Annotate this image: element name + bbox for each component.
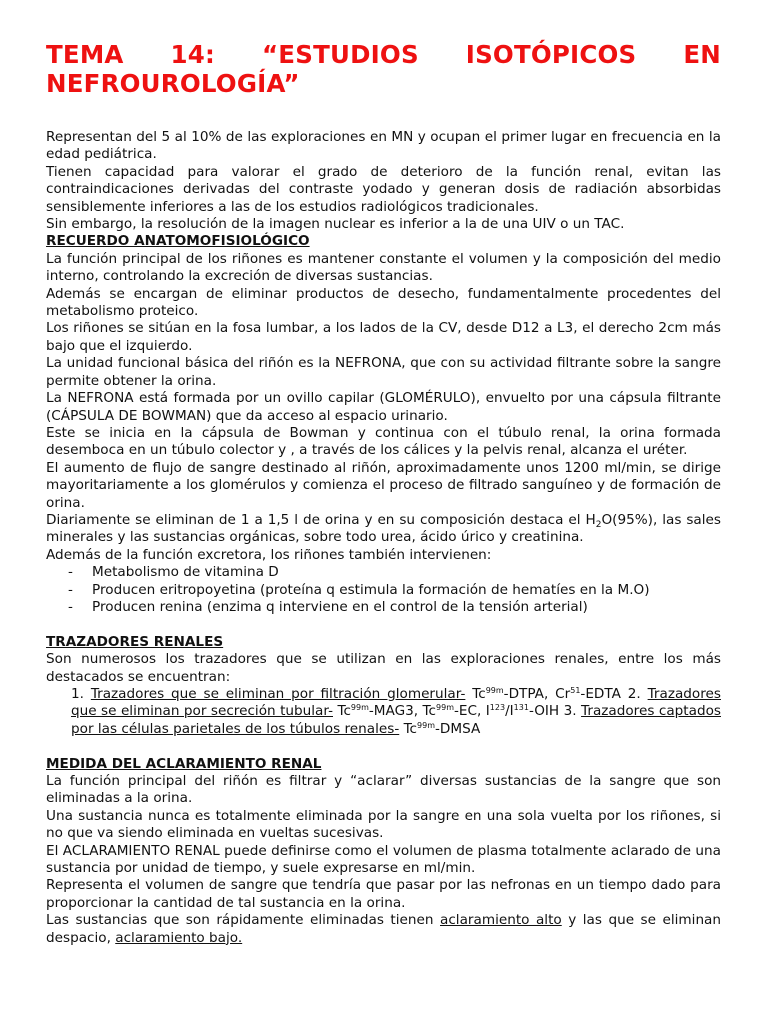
tracer-label-3: Trazadores captados por las células parietales de los túbulos renales- <box>71 703 721 737</box>
tracer-2-superscript: 99m <box>350 703 369 713</box>
intro-paragraph-3: Sin embargo, la resolución de la imagen nuclear es inferior a la de una UIV o un TAC. <box>46 216 625 233</box>
anatomy-paragraph-7: El aumento de flujo de sangre destinado al riñón, aproximadamente unos 1200 ml/min, se dirige mayoritariamente a los glomérulos y comienza el proceso de filtrado sanguíneo y de formación de orina. <box>46 459 721 511</box>
clearance-paragraph-5 <box>46 912 721 947</box>
tracers-numbered-list <box>46 686 721 738</box>
anatomy-paragraph-1: La función principal de los riñones es mantener constante el volumen y la composición del medio interno, controlando la excreción de diversas sustancias. <box>46 250 721 285</box>
list-bullet: - <box>68 581 73 598</box>
tracer-2-part: /I <box>505 703 514 720</box>
clearance-paragraph-2: Una sustancia nunca es totalmente eliminada por la sangre en una sola vuelta por los riñones, si no que va siendo eliminada en vueltas sucesivas. <box>46 807 721 842</box>
tracer-number-3: 3. <box>563 703 577 720</box>
daily-text-before: Diariamente se eliminan de 1 a 1,5 l de orina y en su composición destaca el H <box>46 511 596 528</box>
tracer-2-part: Tc <box>337 703 351 720</box>
list-item <box>68 564 721 581</box>
section-heading-tracers: TRAZADORES RENALES <box>46 633 224 650</box>
anatomy-paragraph-6: Este se inicia en la cápsula de Bowman y continua con el túbulo renal, la orina formada desemboca en un túbulo colector y , a través de los cálices y la pelvis renal, alcanza el uréter. <box>46 424 721 459</box>
document-title: TEMA 14: “ESTUDIOS ISOTÓPICOS EN NEFROUROLOGÍA” <box>46 40 721 98</box>
anatomy-paragraph-4: La unidad funcional básica del riñón es la NEFRONA, que con su actividad filtrante sobre la sangre permite obtener la orina. <box>46 355 721 389</box>
tracer-1-part: -DTPA, Cr <box>503 685 571 702</box>
clearance-text: y las que se eliminan despacio, <box>46 912 722 946</box>
tracer-number-2: 2. <box>627 685 641 702</box>
anatomy-paragraph-3: Los riñones se sitúan en la fosa lumbar, a los lados de la CV, desde D12 a L3, el derecho 2cm más bajo que el izquierdo. <box>46 320 721 354</box>
section-heading-clearance: MEDIDA DEL ACLARAMIENTO RENAL <box>46 755 322 772</box>
anatomy-paragraph-5: La NEFRONA está formada por un ovillo capilar (GLOMÉRULO), envuelto por una cápsula filtrante (CÁPSULA DE BOWMAN) que da acceso al espacio urinario. <box>46 390 721 424</box>
list-item-text: Producen renina (enzima q interviene en el control de la tensión arterial) <box>92 598 588 615</box>
daily-subscript: 2 <box>595 519 602 530</box>
clearance-paragraph-4: Representa el volumen de sangre que tendría que pasar por las nefronas en un tiempo dado para proporcionar la cantidad de tal sustancia en la orina. <box>46 877 721 911</box>
tracer-number-1: 1. <box>71 685 84 702</box>
intro-paragraph-2: Tienen capacidad para valorar el grado de deterioro de la función renal, evitan las contraindicaciones derivadas del contraste yodado y generan dosis de radiación absorbidas sensiblemente inferiores a las de los estudios radiológicos tradicionales. <box>46 163 721 215</box>
list-bullet: - <box>68 598 73 615</box>
daily-text-after: O(95%), las sales minerales y las sustancias orgánicas, sobre todo urea, ácido úrico y creatinina. <box>46 511 721 546</box>
tracer-3-part: Tc <box>403 720 418 737</box>
list-item <box>68 599 721 616</box>
tracer-1-superscript: 51 <box>570 685 581 695</box>
spacer <box>46 616 721 633</box>
intro-paragraph-1: Representan del 5 al 10% de las exploraciones en MN y ocupan el primer lugar en frecuencia en la edad pediátrica. <box>46 129 721 163</box>
clearance-text: Las sustancias que son rápidamente eliminadas tienen <box>46 912 440 929</box>
clearance-paragraph-1: La función principal del riñón es filtrar y “aclarar” diversas sustancias de la sangre que son eliminadas a la orina. <box>46 773 721 807</box>
clearance-low-term: aclaramiento bajo. <box>115 929 243 946</box>
tracer-1-part: -EDTA <box>580 685 621 702</box>
tracer-3-part: -DMSA <box>435 720 481 737</box>
tracer-label-2: Trazadores que se eliminan por secreción tubular- <box>71 685 721 720</box>
tracers-intro: Son numerosos los trazadores que se utilizan en las exploraciones renales, entre los más destacados se encuentran: <box>46 651 721 685</box>
tracer-3-superscript: 99m <box>417 720 436 730</box>
clearance-high-term: aclaramiento alto <box>440 912 562 929</box>
anatomy-paragraph-daily <box>46 512 721 547</box>
list-item <box>68 582 721 599</box>
tracer-2-part: -OIH <box>528 703 560 720</box>
list-item-text: Metabolismo de vitamina D <box>92 564 279 581</box>
tracer-2-superscript: 131 <box>513 703 529 713</box>
anatomy-paragraph-2: Además se encargan de eliminar productos de desecho, fundamentalmente procedentes del metabolismo proteico. <box>46 285 721 320</box>
section-heading-anatomy: RECUERDO ANATOMOFISIOLÓGICO <box>46 233 310 250</box>
anatomy-paragraph-also: Además de la función excretora, los riñones también intervienen: <box>46 546 492 563</box>
tracer-label-1: Trazadores que se eliminan por filtración glomerular- <box>90 685 466 702</box>
list-bullet: - <box>68 564 73 581</box>
tracer-1-part: Tc <box>472 685 486 702</box>
tracer-2-part: -MAG3, Tc <box>368 703 437 720</box>
tracer-2-superscript: 99m <box>436 703 455 713</box>
spacer <box>46 738 721 755</box>
clearance-paragraph-3: El ACLARAMIENTO RENAL puede definirse como el volumen de plasma totalmente aclarado de una sustancia por unidad de tiempo, y suele expresarse en ml/min. <box>46 842 721 877</box>
kidney-functions-list <box>46 564 721 616</box>
tracer-2-part: -EC, I <box>454 703 490 720</box>
list-item-text: Producen eritropoyetina (proteína q estimula la formación de hematíes en la M.O) <box>92 581 650 598</box>
tracer-1-superscript: 99m <box>485 685 504 695</box>
tracer-2-superscript: 123 <box>489 703 506 713</box>
